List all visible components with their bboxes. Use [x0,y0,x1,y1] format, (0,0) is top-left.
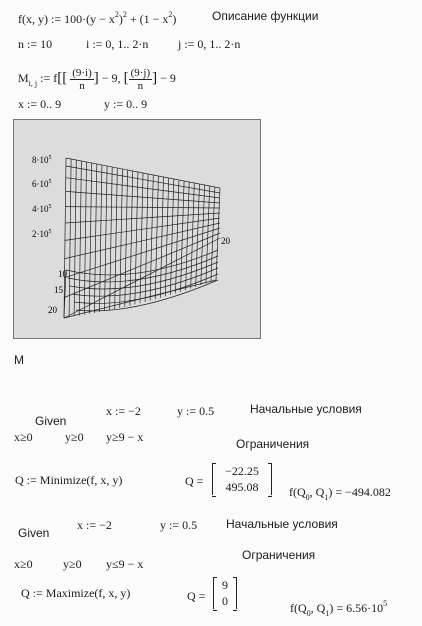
b1-result-lhs: Q = [185,474,204,488]
b2-c2: y≥0 [63,557,82,571]
z-tick-8: $8\cdot 10^5$ [32,155,52,165]
b1-init-label: Начальные условия [250,402,362,416]
function-definition [18,8,176,26]
matrix-definition: $M_{i, j}$ := f[[ $\frac{(9\cdot i)}{n}$ ] − 9, [ $\frac{(9\cdot j)}{n}$ ] − 9 [18,66,176,92]
b1-x0: x := −2 [106,404,141,418]
b1-c2: y≥0 [65,430,84,444]
surface-mesh-line [150,175,153,301]
b1-given: Given [35,414,67,428]
surface-mesh-line [211,187,215,282]
surface-mesh-line [170,179,173,295]
b1-y0: y := 0.5 [177,404,215,418]
b2-fval: $f(Q_0$, $Q_1) = 6.56\cdot 10^5$ [290,599,388,618]
param-j: j := 0, 1.. 2·n [178,37,241,51]
b2-x0: x := −2 [77,518,112,532]
b2-constraints-label: Ограничения [242,548,316,562]
surface-mesh-line [160,177,163,298]
b1-c3: y≥9 − x [106,430,144,444]
b1-constraints-label: Ограничения [236,437,310,451]
def-rhs: $100\cdot(y - x^2)^2 + (1 - x^2)$ [64,10,177,26]
plot-caption: M [14,353,24,367]
surface-mesh-line [69,159,71,317]
b1-result-v2: 495.08 [225,480,259,494]
surface-mesh-line [89,163,91,314]
surface-mesh-line [100,165,102,312]
axis-tick-10: 10 [58,269,67,279]
b1-fval: $f(Q_0$, $Q_1) = -494.082$ [289,485,391,502]
b2-result-lhs: Q = [187,589,206,603]
z-tick-6: $6\cdot 10^5$ [32,179,52,189]
b2-result-matrix [213,577,237,609]
surface-mesh-line [65,207,220,208]
surface-mesh-line [145,174,148,302]
surface-mesh-line [165,178,168,296]
b1-result-v1: −22.25 [225,464,259,478]
param-i: i := 0, 1.. 2·n [86,37,149,51]
axis-tick-right: 20 [221,236,230,246]
surface-plot-svg [14,120,260,338]
surface-mesh-line [94,164,96,313]
b2-c3: y≤9 − x [106,557,144,571]
b2-result-v1: 9 [222,578,228,592]
b2-init-label: Начальные условия [226,517,338,531]
surface-mesh-line [64,238,220,318]
b2-solve: Q := Maximize(f, x, y) [21,586,131,600]
surface-mesh-line [135,172,138,304]
def-comment: Описание функции [212,9,319,23]
param-n: n := 10 [18,37,53,51]
b1-solve: Q := Minimize(f, x, y) [15,473,123,487]
b1-result-matrix [212,463,272,495]
axis-tick-20: 20 [48,305,57,315]
surface-mesh-line [120,169,123,308]
range-y: y := 0.. 9 [104,97,148,111]
z-tick-4: $4\cdot 10^5$ [32,204,52,214]
surface-mesh-line [84,162,86,315]
surface-mesh-line [115,168,118,309]
surface-mesh-line [130,171,133,306]
b2-c1: x≥0 [14,557,33,571]
surface-mesh-line [206,186,210,283]
b2-y0: y := 0.5 [160,518,198,532]
z-tick-2: $2\cdot 10^5$ [32,229,52,239]
surface-plot[interactable] [13,119,261,339]
axis-tick-15: 15 [54,285,63,295]
b2-result-v2: 0 [222,594,228,608]
surface-mesh-line [201,185,205,285]
range-x: x := 0.. 9 [18,97,62,111]
b1-c1: x≥0 [14,430,33,444]
def-lhs: f(x, y) := [18,12,62,26]
b2-given: Given [18,526,50,540]
surface-mesh-line [140,173,143,303]
